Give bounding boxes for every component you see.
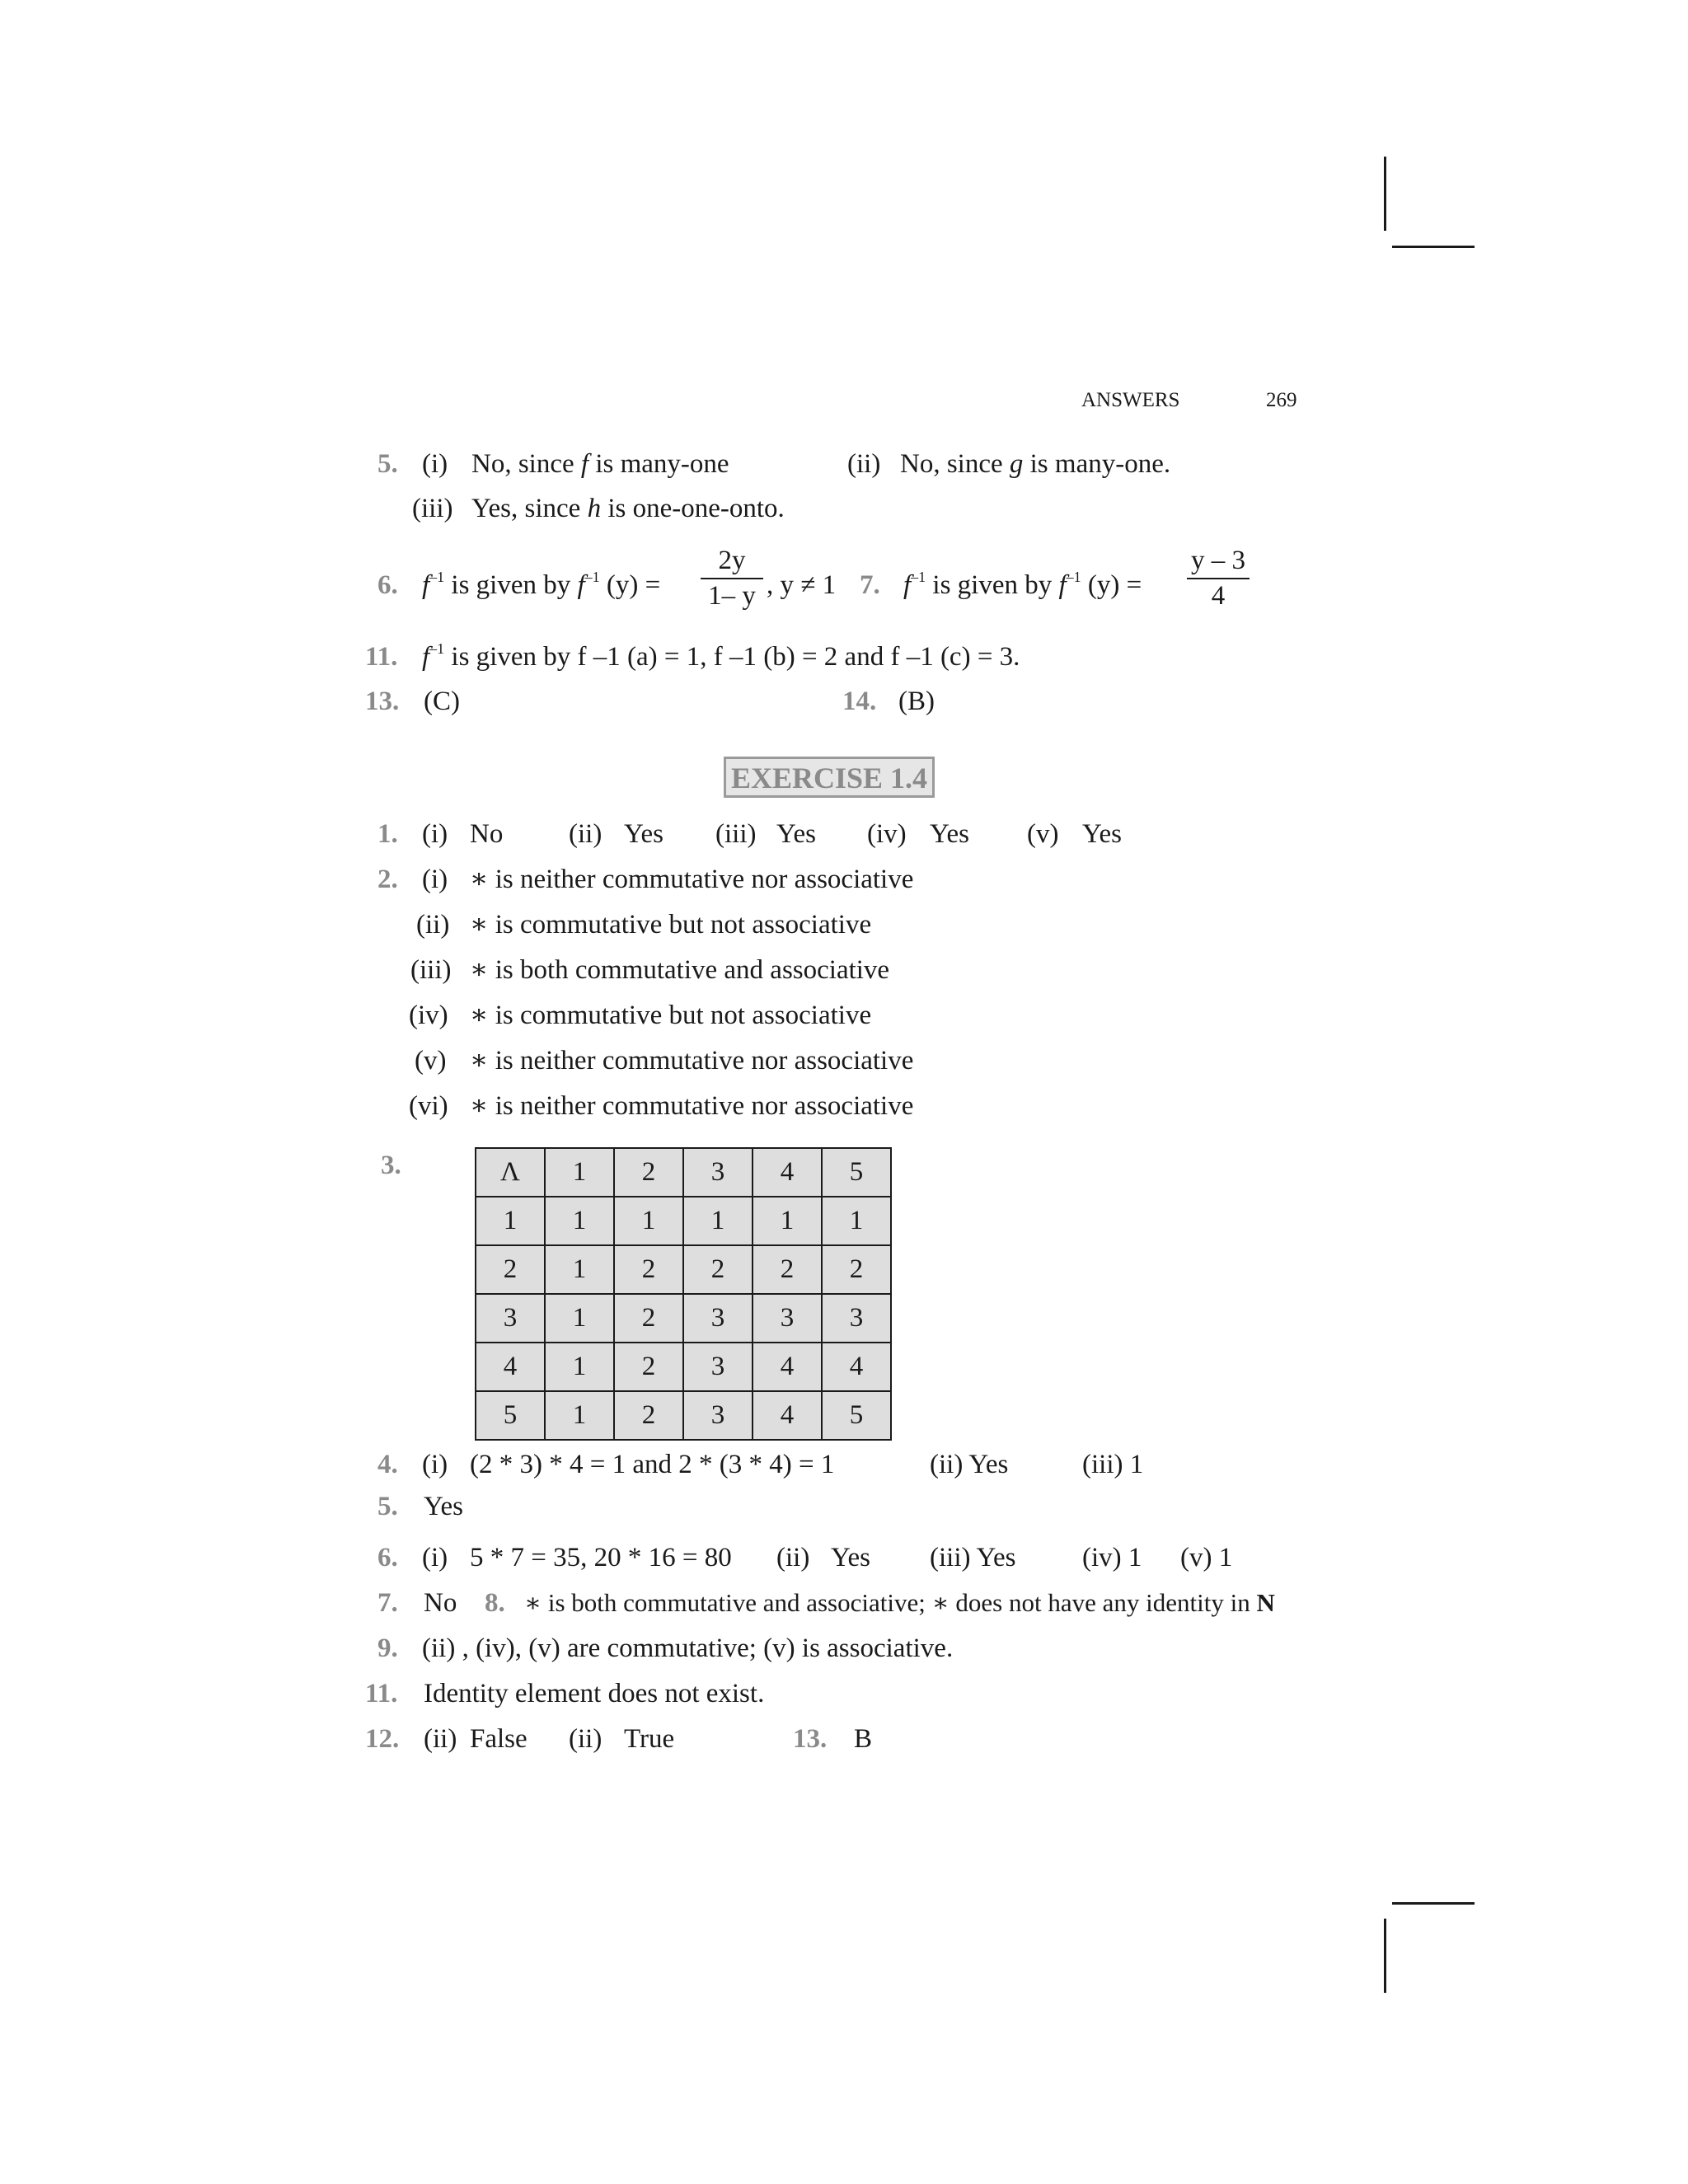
table-row — [476, 1294, 891, 1343]
inverse-function-text: $f^{-1}$ is given by $f^{-1}$ (y) = — [422, 569, 661, 600]
part-label: (i) — [422, 865, 448, 894]
question-number: 1. — [377, 819, 398, 849]
fraction — [701, 547, 763, 610]
table-cell: 4 — [753, 1391, 822, 1440]
table-cell: 2 — [683, 1245, 753, 1294]
question-number: 2. — [377, 865, 398, 894]
part-label: (i) — [422, 449, 448, 479]
table-row — [476, 1343, 891, 1391]
table-cell: 2 — [614, 1343, 683, 1391]
answer-text: $f^{-1}$ is given by f –1 (a) = 1, f –1 (b) = 2 and f –1 (c) = 3. — [422, 640, 1020, 672]
table-cell: 3 — [683, 1343, 753, 1391]
table-cell: 1 — [545, 1391, 614, 1440]
crop-mark-top-horizontal — [1392, 246, 1475, 248]
answer-text: No — [424, 1588, 457, 1618]
part-label: (ii) — [569, 1724, 603, 1754]
table-cell: 4 — [822, 1343, 891, 1391]
crop-mark-bottom-horizontal — [1392, 1902, 1475, 1905]
answer-text: (B) — [898, 687, 935, 716]
answer-text: False — [470, 1724, 528, 1754]
answer-text: True — [624, 1724, 675, 1754]
answer-text: ∗ is neither commutative nor associative — [470, 1046, 914, 1076]
table-row — [476, 1148, 891, 1197]
answer-text: Yes — [831, 1543, 871, 1572]
answer-text: No — [470, 819, 504, 849]
part-label: (ii) — [776, 1543, 810, 1572]
answer-text: ∗ is both commutative and associative — [470, 955, 890, 985]
table-cell: 1 — [545, 1148, 614, 1197]
table-cell: 2 — [753, 1245, 822, 1294]
answer-text: ∗ is neither commutative nor associative — [470, 865, 914, 894]
question-number: 11. — [365, 1679, 398, 1708]
question-number: 3. — [381, 1151, 401, 1180]
part-label: (ii) — [424, 1724, 457, 1754]
part-label: (i) — [422, 819, 448, 849]
answer-text: No, since f is many-one — [471, 449, 729, 479]
table-cell: 1 — [545, 1197, 614, 1245]
table-cell: Λ — [476, 1148, 545, 1197]
table-cell: 3 — [476, 1294, 545, 1343]
running-header: ANSWERS — [1081, 389, 1180, 411]
answer-text: ∗ is neither commutative nor associative — [470, 1091, 914, 1121]
table-cell: 2 — [614, 1294, 683, 1343]
question-number: 14. — [842, 687, 877, 716]
question-number: 13. — [365, 687, 400, 716]
table-row — [476, 1391, 891, 1440]
table-cell: 3 — [683, 1294, 753, 1343]
question-number: 6. — [377, 1543, 398, 1572]
part-label: (i) — [422, 1450, 448, 1479]
answer-text: (iii) Yes — [930, 1543, 1016, 1572]
part-label: (iii) — [412, 494, 453, 523]
table-row — [476, 1197, 891, 1245]
part-label: (i) — [422, 1543, 448, 1572]
answer-text: No, since g is many-one. — [900, 449, 1171, 479]
table-cell: 1 — [614, 1197, 683, 1245]
condition-text: , y ≠ 1 — [767, 570, 837, 600]
table-cell: 2 — [476, 1245, 545, 1294]
question-number: 5. — [377, 1492, 398, 1521]
table-cell: 3 — [683, 1391, 753, 1440]
denominator: 4 — [1211, 581, 1226, 611]
table-cell: 1 — [476, 1197, 545, 1245]
inverse-function-text: $f^{-1}$ is given by $f^{-1}$ (y) = — [903, 569, 1142, 600]
numerator: y – 3 — [1191, 546, 1245, 575]
answer-text: Yes, since h is one-one-onto. — [471, 494, 785, 523]
answer-text: (ii) Yes — [930, 1450, 1009, 1479]
part-label: (vi) — [409, 1091, 448, 1121]
table-cell: 2 — [822, 1245, 891, 1294]
answer-text: (iii) 1 — [1082, 1450, 1144, 1479]
part-label: (ii) — [569, 819, 603, 849]
numerator: 2y — [718, 546, 746, 575]
table-cell: 1 — [545, 1294, 614, 1343]
crop-mark-bottom-vertical — [1384, 1919, 1386, 1993]
part-label: (ii) — [847, 449, 881, 479]
table-cell: 5 — [476, 1391, 545, 1440]
answer-text: Yes — [776, 819, 817, 849]
table-cell: 4 — [753, 1343, 822, 1391]
question-number: 11. — [365, 642, 398, 672]
answer-text: (C) — [424, 687, 460, 716]
answer-text: Identity element does not exist. — [424, 1679, 765, 1708]
answer-text: Yes — [930, 819, 970, 849]
part-label: (iii) — [715, 819, 757, 849]
part-label: (iv) — [867, 819, 907, 849]
answer-text: (2 * 3) * 4 = 1 and 2 * (3 * 4) = 1 — [470, 1450, 835, 1479]
page-number: 269 — [1266, 389, 1297, 411]
answer-text: ∗ is commutative but not associative — [470, 1001, 872, 1030]
table-cell: 1 — [545, 1343, 614, 1391]
table-cell: 2 — [614, 1148, 683, 1197]
exercise-heading: EXERCISE 1.4 — [724, 757, 935, 798]
question-number: 4. — [377, 1450, 398, 1479]
table-row — [476, 1245, 891, 1294]
part-label: (v) — [415, 1046, 447, 1076]
question-number: 9. — [377, 1633, 398, 1663]
question-number: 13. — [793, 1724, 828, 1754]
answer-text: Yes — [624, 819, 664, 849]
answer-text: (ii) , (iv), (v) are commutative; (v) is associative. — [422, 1633, 954, 1663]
answer-text: (iv) 1 — [1082, 1543, 1142, 1572]
denominator: 1– y — [708, 581, 756, 611]
part-label: (iii) — [410, 955, 452, 985]
answer-text: Yes — [1082, 819, 1123, 849]
part-label: (ii) — [416, 910, 450, 940]
answer-text: ∗ is both commutative and associative; ∗ does not have any identity in N — [524, 1588, 1275, 1617]
table-cell: 1 — [822, 1197, 891, 1245]
answer-text: Yes — [424, 1492, 464, 1521]
part-label: (iv) — [409, 1001, 448, 1030]
table-cell: 3 — [683, 1148, 753, 1197]
question-number: 5. — [377, 449, 398, 479]
answer-text: 5 * 7 = 35, 20 * 16 = 80 — [470, 1543, 732, 1572]
part-label: (v) — [1027, 819, 1059, 849]
table-cell: 4 — [476, 1343, 545, 1391]
question-number: 8. — [485, 1588, 505, 1618]
table-cell: 5 — [822, 1391, 891, 1440]
question-number: 7. — [377, 1588, 398, 1618]
table-cell: 3 — [753, 1294, 822, 1343]
table-cell: 5 — [822, 1148, 891, 1197]
answer-text: ∗ is commutative but not associative — [470, 910, 872, 940]
table-cell: 1 — [753, 1197, 822, 1245]
crop-mark-top-vertical — [1384, 157, 1386, 231]
table-cell: 2 — [614, 1391, 683, 1440]
question-number: 6. — [377, 570, 398, 600]
question-number: 7. — [860, 570, 880, 600]
answer-text: B — [854, 1724, 873, 1754]
question-number: 12. — [365, 1724, 400, 1754]
answer-text: (v) 1 — [1180, 1543, 1233, 1572]
table-cell: 3 — [822, 1294, 891, 1343]
table-cell: 2 — [614, 1245, 683, 1294]
table-cell: 1 — [545, 1245, 614, 1294]
table-cell: 1 — [683, 1197, 753, 1245]
table-cell: 4 — [753, 1148, 822, 1197]
fraction — [1187, 547, 1250, 610]
operation-table — [475, 1147, 892, 1441]
